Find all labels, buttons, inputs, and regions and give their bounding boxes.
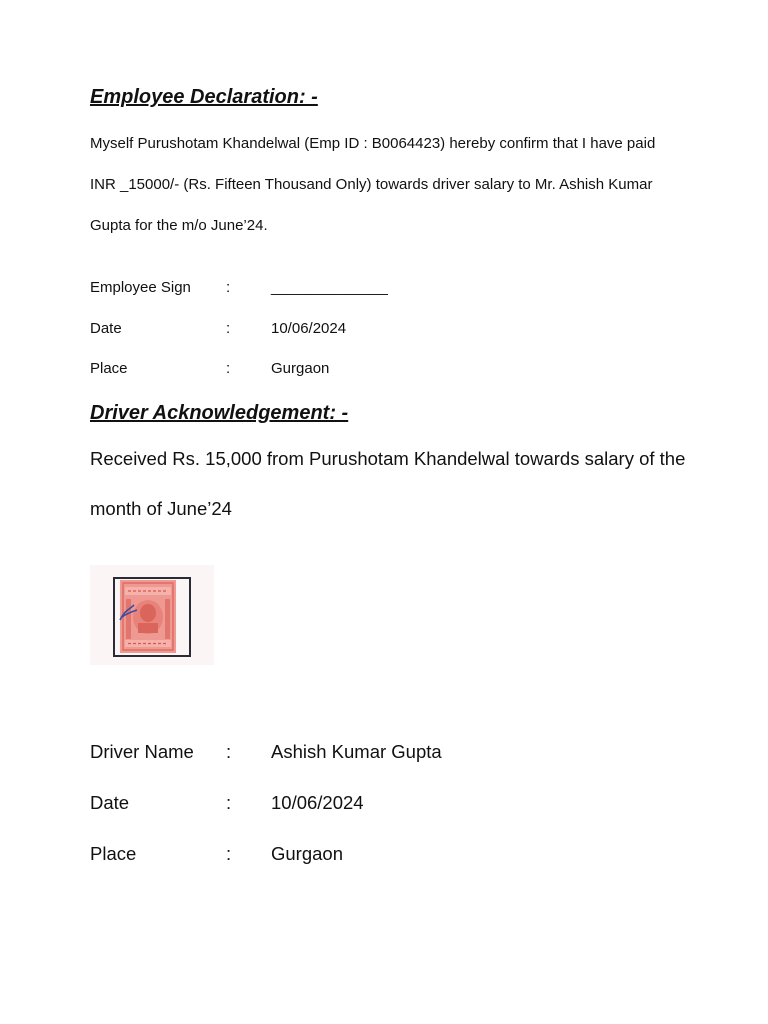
field-label: Driver Name bbox=[90, 741, 194, 762]
field-label: Place bbox=[90, 360, 128, 377]
field-value: Ashish Kumar Gupta bbox=[271, 741, 442, 762]
declaration-line: Gupta for the m/o June’24. bbox=[90, 217, 268, 234]
field-value: Gurgaon bbox=[271, 843, 343, 864]
employee-declaration-heading: Employee Declaration: - bbox=[90, 86, 318, 108]
field-value: 10/06/2024 bbox=[271, 792, 364, 813]
driver-name-row bbox=[90, 741, 690, 763]
field-value: Gurgaon bbox=[271, 360, 330, 377]
revenue-stamp-icon bbox=[90, 565, 214, 665]
employee-place-row bbox=[90, 360, 690, 382]
declaration-line: Myself Purushotam Khandelwal (Emp ID : B0064423) hereby confirm that I have paid bbox=[90, 135, 656, 152]
field-value: 10/06/2024 bbox=[271, 320, 347, 337]
field-colon: : bbox=[226, 741, 232, 762]
field-colon: : bbox=[226, 360, 231, 377]
driver-acknowledgement-heading: Driver Acknowledgement: - bbox=[90, 402, 349, 424]
field-label: Place bbox=[90, 843, 137, 864]
employee-sign-row bbox=[90, 279, 690, 301]
field-colon: : bbox=[226, 792, 232, 813]
field-colon: : bbox=[226, 843, 232, 864]
acknowledgement-line: Received Rs. 15,000 from Purushotam Khandelwal towards salary of the bbox=[90, 448, 686, 469]
field-colon: : bbox=[226, 320, 231, 337]
field-colon: : bbox=[226, 279, 231, 296]
field-label: Employee Sign bbox=[90, 279, 191, 296]
field-label: Date bbox=[90, 792, 130, 813]
driver-place-row bbox=[90, 843, 690, 865]
declaration-line: INR _15000/- (Rs. Fifteen Thousand Only) towards driver salary to Mr. Ashish Kumar bbox=[90, 176, 653, 193]
employee-date-row bbox=[90, 320, 690, 342]
acknowledgement-line: month of June’24 bbox=[90, 498, 232, 519]
signature-line: ______________ bbox=[271, 279, 388, 296]
field-label: Date bbox=[90, 320, 122, 337]
driver-date-row bbox=[90, 792, 690, 814]
